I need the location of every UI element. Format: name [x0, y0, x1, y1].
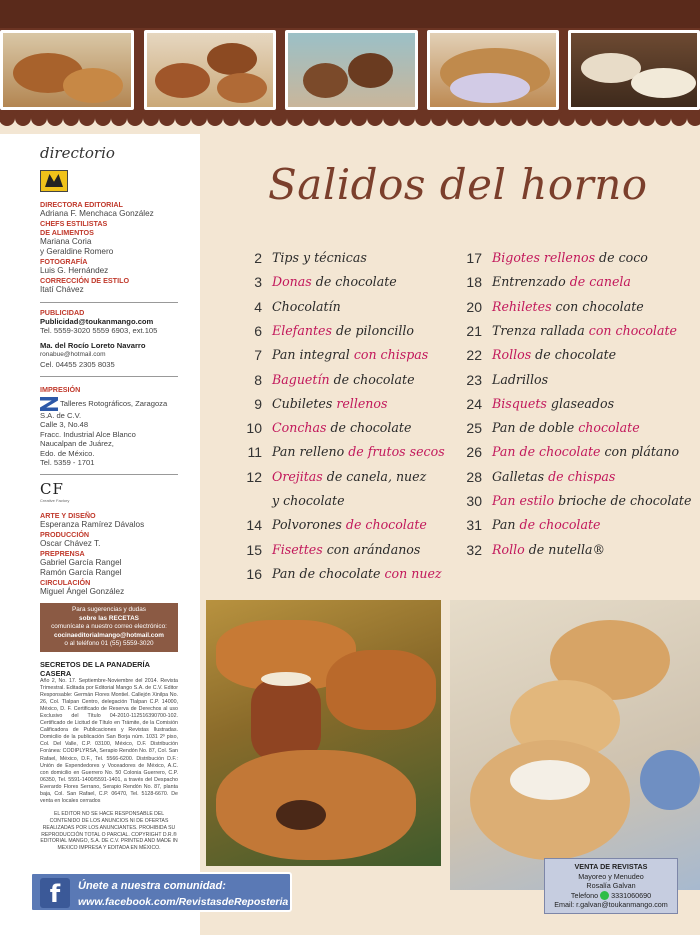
- recipes-line: o al teléfono 01 (55) 5559-3020: [64, 640, 154, 648]
- contact-cel: Cel. 04455 2305 8035: [40, 359, 115, 369]
- recipes-line: Para sugerencias y dudas: [72, 606, 146, 614]
- divider: [40, 302, 178, 303]
- mango-logo-icon: [40, 170, 68, 192]
- legal-disclaimer: EL EDITOR NO SE HACE RESPONSABLE DEL CONTENIDO DE LOS ANUNCIOS NI DE OFERTAS REALIZADAS POR LOS ANUNCIANTES. PROHIBIDA SU REPRODUCCIÓN TOTAL O PARCIAL. COPYRIGHT D.R.® EDITORIAL MANGO, S.A. DE C.V. PRINTED AND MADE IN MEXICO IMPRESA Y EDITADA EN MÉXICO.: [40, 811, 178, 852]
- impresion-label: IMPRESIÓN: [40, 385, 81, 395]
- toc-page-number: 32: [466, 541, 482, 558]
- publicidad-email: Publicidad@toukanmango.com: [40, 317, 154, 326]
- toc-title-part: Chocolatín: [272, 298, 341, 314]
- facebook-link[interactable]: www.facebook.com/RevistasdeReposteria: [78, 896, 289, 908]
- toc-title-part: de chocolate: [345, 517, 427, 533]
- impresion-line: Fracc. Industrial Alce Blanco: [40, 429, 136, 439]
- toc-title-part: Pan de doble: [492, 420, 579, 436]
- toc-page-number: 4: [254, 298, 262, 315]
- toc-title-part: y chocolate: [272, 493, 345, 508]
- toc-title-part: Elefantes: [272, 322, 336, 338]
- toc-title-part: de chocolate: [535, 347, 617, 363]
- recipes-email: cocinaeditorialmango@hotmail.com: [54, 631, 164, 639]
- toc-title-part: Trenza rallada: [492, 322, 589, 338]
- impresion-line: Talleres Rotográficos, Zaragoza: [60, 399, 168, 409]
- toc-title-part: Rehiletes: [492, 298, 556, 314]
- toc-title-part: Ladrillos: [492, 371, 549, 387]
- bread-photo-5: [568, 30, 700, 110]
- toc-title-part: glaseados: [550, 395, 615, 411]
- divider: [40, 376, 178, 377]
- toc-page-number: 8: [254, 371, 262, 388]
- toc-title-part: Tips y técnicas: [272, 250, 367, 265]
- sales-title: VENTA DE REVISTAS: [574, 862, 648, 871]
- impresion-line: Edo. de México.: [40, 448, 95, 458]
- toc-recipe-title: [492, 250, 648, 265]
- toc-title-part: Pan de chocolate: [492, 444, 605, 460]
- scallop-border: [0, 112, 700, 134]
- toc-page-number: 24: [466, 395, 482, 412]
- toc-recipe-title: [272, 469, 426, 484]
- contact-email: ronabue@hotmail.com: [40, 351, 106, 359]
- toc-title-part: Pan integral: [272, 347, 354, 363]
- circulacion-value: Miguel Ángel González: [40, 587, 125, 597]
- toc-title-part: Cubiletes: [272, 395, 337, 411]
- toc-recipe-title: [272, 323, 414, 338]
- toc-page-number: 25: [466, 420, 482, 437]
- top-photo-strip: [0, 0, 700, 116]
- toc-recipe-title: [492, 493, 691, 508]
- toc-title-part: de nutella®: [528, 541, 606, 557]
- sales-box: [544, 858, 678, 914]
- toc-title-part: con arándanos: [326, 541, 421, 557]
- toc-page-number: 28: [466, 468, 482, 485]
- impresion-line: S.A. de C.V.: [40, 411, 82, 421]
- toc-page-number: 3: [254, 274, 262, 291]
- toc-title-part: de chocolate: [333, 371, 415, 387]
- toc-page-number: 11: [247, 444, 262, 461]
- sales-line: Rosalía Galvan: [586, 881, 636, 890]
- impresion-line: Calle 3, No.48: [40, 420, 89, 430]
- impresion-line: Naucalpan de Juárez,: [40, 439, 114, 449]
- toc-title-part: de coco: [599, 250, 648, 265]
- toc-recipe-title: [272, 250, 367, 265]
- toc-title-part: Entrenzado: [492, 274, 570, 290]
- toc-recipe-title: [492, 542, 605, 557]
- facebook-line1: Únete a nuestra comunidad:: [78, 880, 226, 892]
- toc-page-number: 22: [466, 347, 482, 364]
- sales-email[interactable]: Email: r.galvan@toukanmango.com: [554, 900, 668, 910]
- preprensa-value: Ramón García Rangel: [40, 568, 122, 578]
- phone-number[interactable]: 3331060690: [611, 890, 652, 900]
- top-stripe: [0, 0, 700, 28]
- toc-page-number: 18: [466, 274, 482, 291]
- credits-block: [40, 511, 178, 597]
- toc-title-part: Conchas: [272, 420, 331, 436]
- recipes-line: sobre las RECETAS: [79, 614, 139, 622]
- bread-photo-1: [0, 30, 134, 110]
- publicidad-label: PUBLICIDAD: [40, 308, 85, 317]
- toc-page-number: 30: [466, 493, 482, 509]
- toc-page-number: 2: [254, 250, 262, 266]
- toc-page-number: 10: [246, 420, 262, 437]
- toc-recipe-title: [492, 299, 644, 314]
- arte-label: ARTE Y DISEÑO: [40, 511, 96, 521]
- toc-title-part: Pan: [492, 517, 520, 533]
- toc-title-part: de canela, nuez: [326, 468, 427, 484]
- toc-recipe-title: [492, 372, 548, 387]
- toc-recipe-title: [272, 493, 345, 508]
- bread-photo-main-left: [206, 600, 441, 866]
- toc-page-number: 20: [466, 298, 482, 315]
- toc-recipe-title: [492, 396, 614, 411]
- produccion-label: PRODUCCIÓN: [40, 530, 90, 540]
- cf-sub: Creative Factory: [40, 498, 70, 504]
- editorial-value: Luis G. Hernández: [40, 266, 109, 275]
- toc-title-part: de chocolate: [519, 517, 601, 533]
- toc-title-part: Donas: [272, 274, 316, 290]
- toc-page-number: 26: [466, 444, 482, 461]
- editorial-value: y Geraldine Romero: [40, 247, 114, 256]
- toc-title-part: de canela: [569, 274, 631, 290]
- toc-recipe-title: [492, 347, 616, 362]
- toc-recipe-title: [492, 420, 640, 435]
- recipes-contact-box: [40, 603, 178, 651]
- toc-title-part: Pan de chocolate: [272, 565, 385, 581]
- toc-title-part: de frutos secos: [348, 444, 445, 460]
- toc-page-number: 23: [466, 371, 482, 388]
- toc-title-part: con chocolate: [588, 322, 677, 338]
- toc-page-number: 9: [254, 395, 262, 412]
- recipes-line: comunícate a nuestro correo electrónico:: [51, 623, 167, 631]
- toc-page-number: 14: [246, 517, 262, 534]
- toc-recipe-title: [492, 323, 677, 338]
- toc-page-number: 12: [246, 468, 262, 485]
- toc-title-part: de chocolate: [330, 420, 412, 436]
- toc-recipe-title: [272, 396, 387, 411]
- toc-title-part: Fisettes: [272, 541, 327, 557]
- toc-title-part: con plátano: [604, 444, 680, 460]
- toc-title-part: Rollo: [492, 541, 529, 557]
- arte-value: Esperanza Ramírez Dávalos: [40, 520, 145, 530]
- editorial-label: CORRECCIÓN DE ESTILO: [40, 276, 130, 285]
- toc-title-part: Pan relleno: [272, 444, 349, 460]
- zaragoza-logo-icon: [40, 397, 58, 411]
- toc-title-part: chocolate: [578, 420, 640, 436]
- toc-page-number: 6: [254, 322, 262, 339]
- publicidad-tel: Tel. 5559-3020 5559 6903, ext.105: [40, 326, 158, 336]
- toc-title-part: con chispas: [353, 347, 429, 363]
- toc-recipe-title: [492, 517, 600, 532]
- editorial-label: DIRECTORA EDITORIAL: [40, 200, 123, 209]
- toc-page-number: 7: [254, 347, 262, 364]
- toc-page-number: 17: [466, 250, 482, 266]
- toc-page-number: 16: [246, 565, 262, 582]
- impresion-block: [40, 397, 178, 467]
- produccion-value: Oscar Chávez T.: [40, 539, 101, 549]
- toc-page-number: 15: [246, 541, 262, 558]
- toc-title-part: Rollos: [492, 347, 536, 363]
- toc-recipe-title: [272, 517, 427, 532]
- whatsapp-icon: [600, 891, 609, 900]
- toc-title-part: Galletas: [492, 468, 549, 484]
- toc-title-part: de chocolate: [315, 274, 397, 290]
- editorial-value: Mariana Coria: [40, 237, 92, 246]
- preprensa-label: PREPRENSA: [40, 549, 85, 559]
- facebook-banner[interactable]: [30, 872, 292, 912]
- cf-logo: CF: [40, 480, 64, 499]
- sales-line: Mayoreo y Menudeo: [578, 871, 644, 881]
- directory-title: directorio: [40, 144, 115, 162]
- divider: [40, 474, 178, 475]
- toc-recipe-title: [272, 542, 420, 557]
- toc-title-part: Polvorones: [272, 517, 346, 533]
- page-title: Salidos del horno: [268, 160, 648, 209]
- phone-label: Telefono: [570, 890, 599, 900]
- toc-recipe-title: [492, 274, 631, 289]
- toc-recipe-title: [272, 299, 341, 314]
- editorial-value: Itatí Chávez: [40, 285, 84, 294]
- editorial-value: Adriana F. Menchaca González: [40, 209, 154, 218]
- bread-photo-2: [144, 30, 276, 110]
- legal-text: Año 2, No. 17. Septiembre-Noviembre del 2014. Revista Trimestral. Editada por Editorial Mango S.A. de C.V. Editor Responsable: Germán Flores Montiel. Callejón Xinilpa No. 26, Col. Tlalpan Centro, delegación Tlalpan C.P. 14000, México, D. F. Certificado de Reserva de Derechos al uso Exclusivo del Título 04-2010-112516390700-102. Certificado de Licitud de Título en Trámite, de la Comisión Calificadora de Publicaciones y Revistas Ilustradas. Domicilio de la publicación San Borja núm. 1031 2º piso, Col. Del Valle, C.P. 03100, México, D.F. Distribución Foránea: CODIPLYRSA, Serapio Rendón No. 87, Col. San Rafael, México, D.F., Tel. 5566-6200. Distribución D.F.: Unión de Expendedores y Voceadores de México, A.C. con domicilio en Guerrero No. 50 Colonia Guerrero, C.P. 06350, Tel. 5591-1400/5591-1401, a través del Despacho Everardo Flores Serrano, Serapio Rendón No. 87, planta baja, Col. San Rafael, C.P. 06470, Tel. 5128-6670. De venta en locales cerrados: [40, 677, 178, 805]
- editorial-block: [40, 200, 178, 295]
- toc-title-part: Orejitas: [272, 468, 327, 484]
- toc-title-part: Bigotes rellenos: [492, 250, 600, 265]
- sidebar-directory: [0, 134, 200, 935]
- facebook-icon: f: [40, 878, 70, 908]
- toc-recipe-title: [272, 347, 428, 362]
- toc-title-part: con nuez: [384, 565, 442, 581]
- toc-recipe-title: [272, 444, 445, 459]
- toc-recipe-title: [272, 420, 411, 435]
- bread-photo-4: [427, 30, 559, 110]
- toc-recipe-title: [272, 566, 442, 581]
- contact-name: Ma. del Rocío Loreto Navarro: [40, 340, 146, 350]
- toc-title-part: de piloncillo: [335, 322, 414, 338]
- editorial-label: FOTOGRAFÍA: [40, 257, 88, 266]
- toc-page-number: 31: [466, 517, 482, 534]
- bread-photo-main-right: [450, 600, 700, 890]
- toc-title-part: Baguetín: [272, 371, 334, 387]
- toc-recipe-title: [272, 274, 397, 289]
- toc-recipe-title: [492, 444, 679, 459]
- toc-title-part: Pan estilo: [492, 493, 559, 508]
- editorial-label: DE ALIMENTOS: [40, 228, 94, 237]
- toc-page-number: 21: [466, 322, 482, 339]
- toc-title-part: Bisquets: [492, 395, 551, 411]
- toc-title-part: de chispas: [548, 468, 616, 484]
- toc-recipe-title: [492, 469, 615, 484]
- editorial-label: CHEFS ESTILISTAS: [40, 219, 108, 228]
- preprensa-value: Gabriel García Rangel: [40, 558, 122, 568]
- toc-recipe-title: [272, 372, 415, 387]
- impresion-line: Tel. 5359 - 1701: [40, 458, 95, 468]
- bread-photo-3: [285, 30, 418, 110]
- toc-title-part: con chocolate: [555, 298, 644, 314]
- circulacion-label: CIRCULACIÓN: [40, 578, 91, 588]
- legal-title: SECRETOS DE LA PANADERÍA CASERA: [40, 659, 150, 678]
- toc-title-part: rellenos: [336, 395, 388, 411]
- toc-title-part: brioche de chocolate: [558, 493, 692, 508]
